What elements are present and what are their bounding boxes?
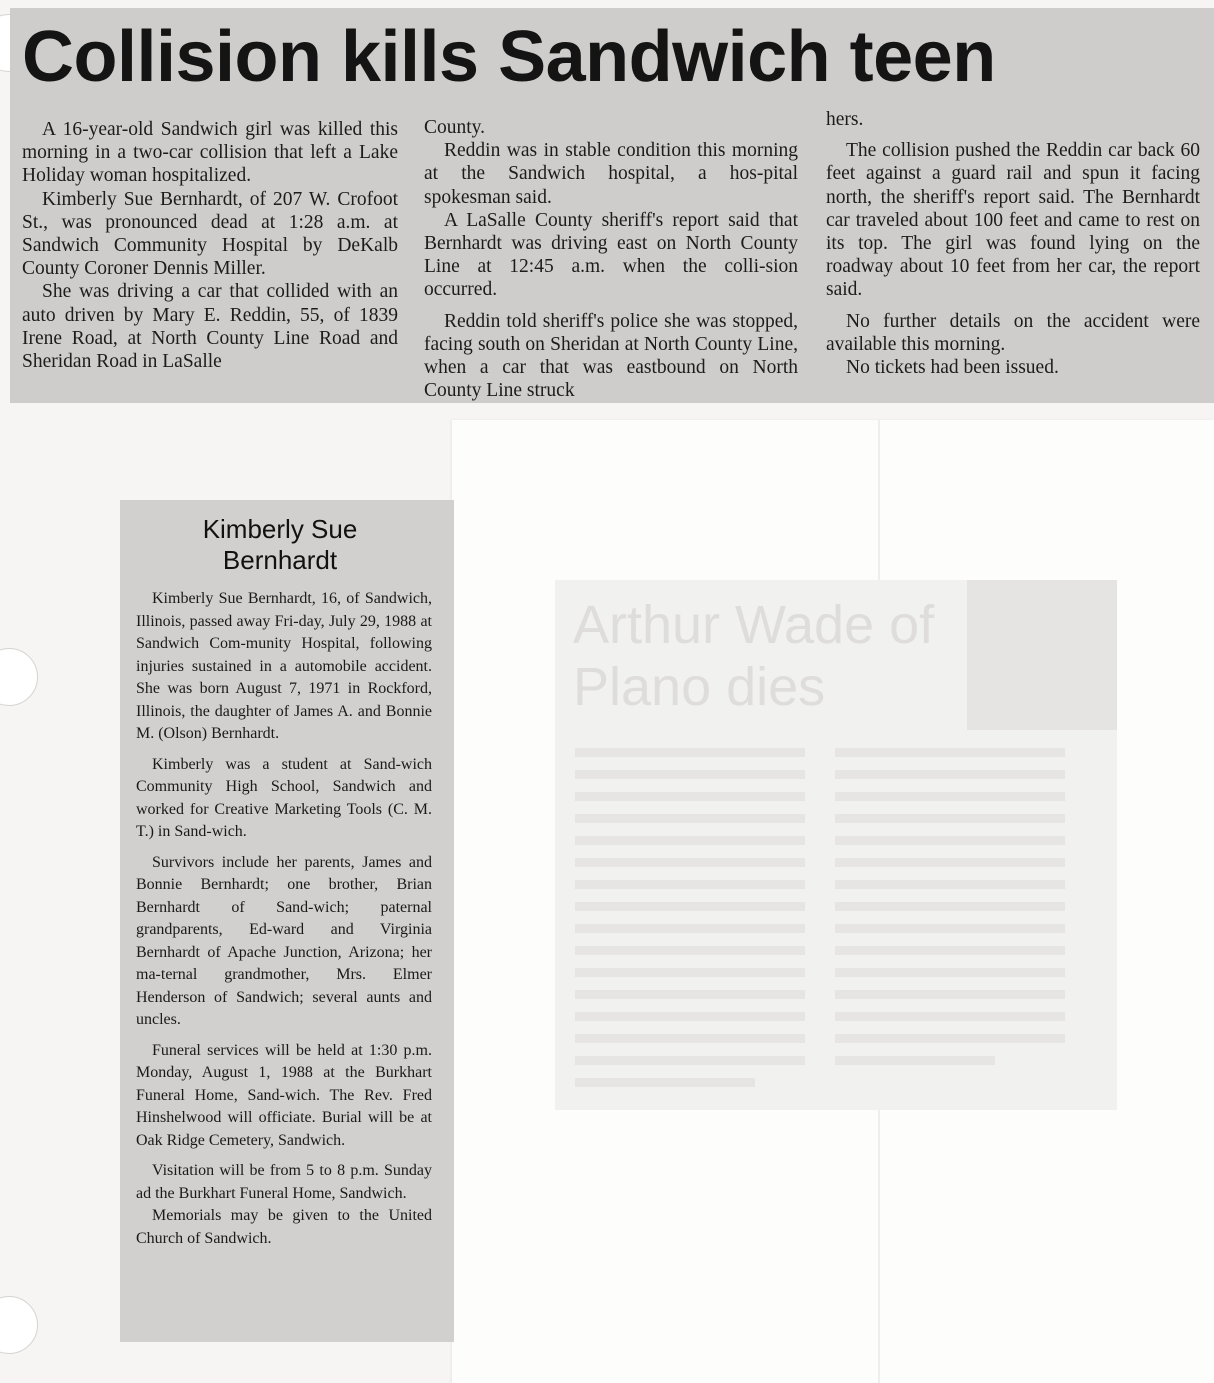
faded-text-line bbox=[575, 836, 805, 845]
faded-text-line bbox=[835, 1056, 995, 1065]
paragraph: She was driving a car that collided with an auto driven by Mary E. Reddin, 55, of 1839 Irene Road, at North County Line Road and Sheridan Road in LaSalle bbox=[22, 281, 398, 373]
faded-text-line bbox=[575, 880, 805, 889]
faded-text-line bbox=[575, 858, 805, 867]
obituary-paragraph: Memorials may be given to the United Church of Sandwich. bbox=[136, 1207, 432, 1247]
faded-text-line bbox=[575, 946, 805, 955]
paragraph: A LaSalle County sheriff's report said that Bernhardt was driving east on North County Line at 12:45 a.m. when the colli-sion occurred. bbox=[424, 209, 798, 301]
faded-text-line bbox=[835, 990, 1065, 999]
paragraph: No tickets had been issued. bbox=[846, 357, 1059, 379]
faded-text-line bbox=[575, 770, 805, 779]
article-column-3 bbox=[826, 108, 1200, 379]
faded-text-line bbox=[575, 814, 805, 823]
faded-text-line bbox=[835, 814, 1065, 823]
article-column-1 bbox=[22, 118, 398, 373]
faded-text-line bbox=[575, 990, 805, 999]
paragraph: A 16-year-old Sandwich girl was killed this morning in a two-car collision that left a Lake Holiday woman hospitalized. bbox=[22, 119, 398, 187]
article-column-2 bbox=[424, 116, 798, 402]
faded-text-line bbox=[575, 748, 805, 757]
faded-photo bbox=[967, 580, 1117, 730]
faded-text-line bbox=[835, 1012, 1065, 1021]
obituary-body bbox=[136, 588, 432, 1250]
faded-text-line bbox=[835, 946, 1065, 955]
faded-text-line bbox=[835, 902, 1065, 911]
faded-text-line bbox=[835, 836, 1065, 845]
faded-text-line bbox=[575, 902, 805, 911]
obituary-paragraph: Visitation will be from 5 to 8 p.m. Sunday ad the Burkhart Funeral Home, Sandwich. bbox=[136, 1162, 432, 1202]
obituary-paragraph: Kimberly was a student at Sand-wich Community High School, Sandwich and worked for Creative Marketing Tools (C. M. T.) in Sand-wich. bbox=[136, 755, 432, 840]
faded-text-line bbox=[835, 968, 1065, 977]
paragraph: Kimberly Sue Bernhardt, of 207 W. Crofoot St., was pronounced dead at 1:28 a.m. at Sandwich Community Hospital by DeKalb County Coroner Dennis Miller. bbox=[22, 188, 398, 280]
obituary-title-line: Kimberly Sue bbox=[202, 514, 358, 544]
faded-text-line bbox=[835, 880, 1065, 889]
punch-hole-bottom bbox=[0, 1296, 38, 1354]
punch-hole-middle bbox=[0, 648, 38, 706]
faded-headline: Arthur Wade of Plano dies bbox=[573, 595, 935, 717]
paragraph: Reddin was in stable condition this morning at the Sandwich hospital, a hos-pital spokesman said. bbox=[424, 140, 798, 208]
obituary-paragraph: Kimberly Sue Bernhardt, 16, of Sandwich, Illinois, passed away Fri-day, July 29, 1988 at Sandwich Com-munity Hospital, following injuries sustained in a automobile accident. She was born August 7, 1971 in Rockford, Illinois, the daughter of James A. and Bonnie M. (Olson) Bernhardt. bbox=[136, 590, 432, 742]
obituary-paragraph: Funeral services will be held at 1:30 p.m. Monday, August 1, 1988 at the Burkhart Funeral Home, Sand-wich. The Rev. Fred Hinshelwood will officiate. Burial will be at Oak Ridge Cemetery, Sandwich. bbox=[136, 1041, 432, 1149]
faded-text-line bbox=[575, 792, 805, 801]
obituary-title-line: Bernhardt bbox=[222, 545, 338, 575]
faded-text-line bbox=[835, 792, 1065, 801]
faded-text-line bbox=[835, 924, 1065, 933]
paragraph: Reddin told sheriff's police she was stopped, facing south on Sheridan at North County Line, when a car that was eastbound on North County Line struck bbox=[424, 310, 798, 402]
faded-text-line bbox=[575, 968, 805, 977]
faded-text-line bbox=[835, 858, 1065, 867]
obituary-paragraph: Survivors include her parents, James and Bonnie Bernhardt; one brother, Brian Bernhardt of Sand-wich; paternal grandparents, Ed-ward and Virginia Bernhardt of Apache Junction, Arizona; her ma-ternal grandmother, Mrs. Elmer Henderson of Sandwich; several aunts and uncles. bbox=[136, 853, 432, 1028]
headline: Collision kills Sandwich teen bbox=[22, 17, 996, 97]
obituary-title bbox=[125, 514, 435, 576]
faded-text-line bbox=[575, 1078, 755, 1087]
faded-text-line bbox=[575, 1034, 805, 1043]
paragraph: No further details on the accident were available this morning. bbox=[826, 310, 1200, 355]
faded-text-line bbox=[835, 1034, 1065, 1043]
faded-text-line bbox=[835, 770, 1065, 779]
faded-text-line bbox=[575, 1056, 805, 1065]
paragraph: hers. bbox=[826, 109, 864, 130]
faded-text-line bbox=[575, 1012, 805, 1021]
faded-text-line bbox=[835, 748, 1065, 757]
faded-clipping bbox=[555, 580, 1117, 1110]
paragraph: County. bbox=[424, 117, 486, 138]
faded-text-line bbox=[575, 924, 805, 933]
paragraph: The collision pushed the Reddin car back 60 feet against a guard rail and spun it facing north, the sheriff's report said. The Bernhardt car traveled about 100 feet and came to rest on its top. The girl was found lying on the roadway about 10 feet from her car, the report said. bbox=[826, 140, 1200, 301]
